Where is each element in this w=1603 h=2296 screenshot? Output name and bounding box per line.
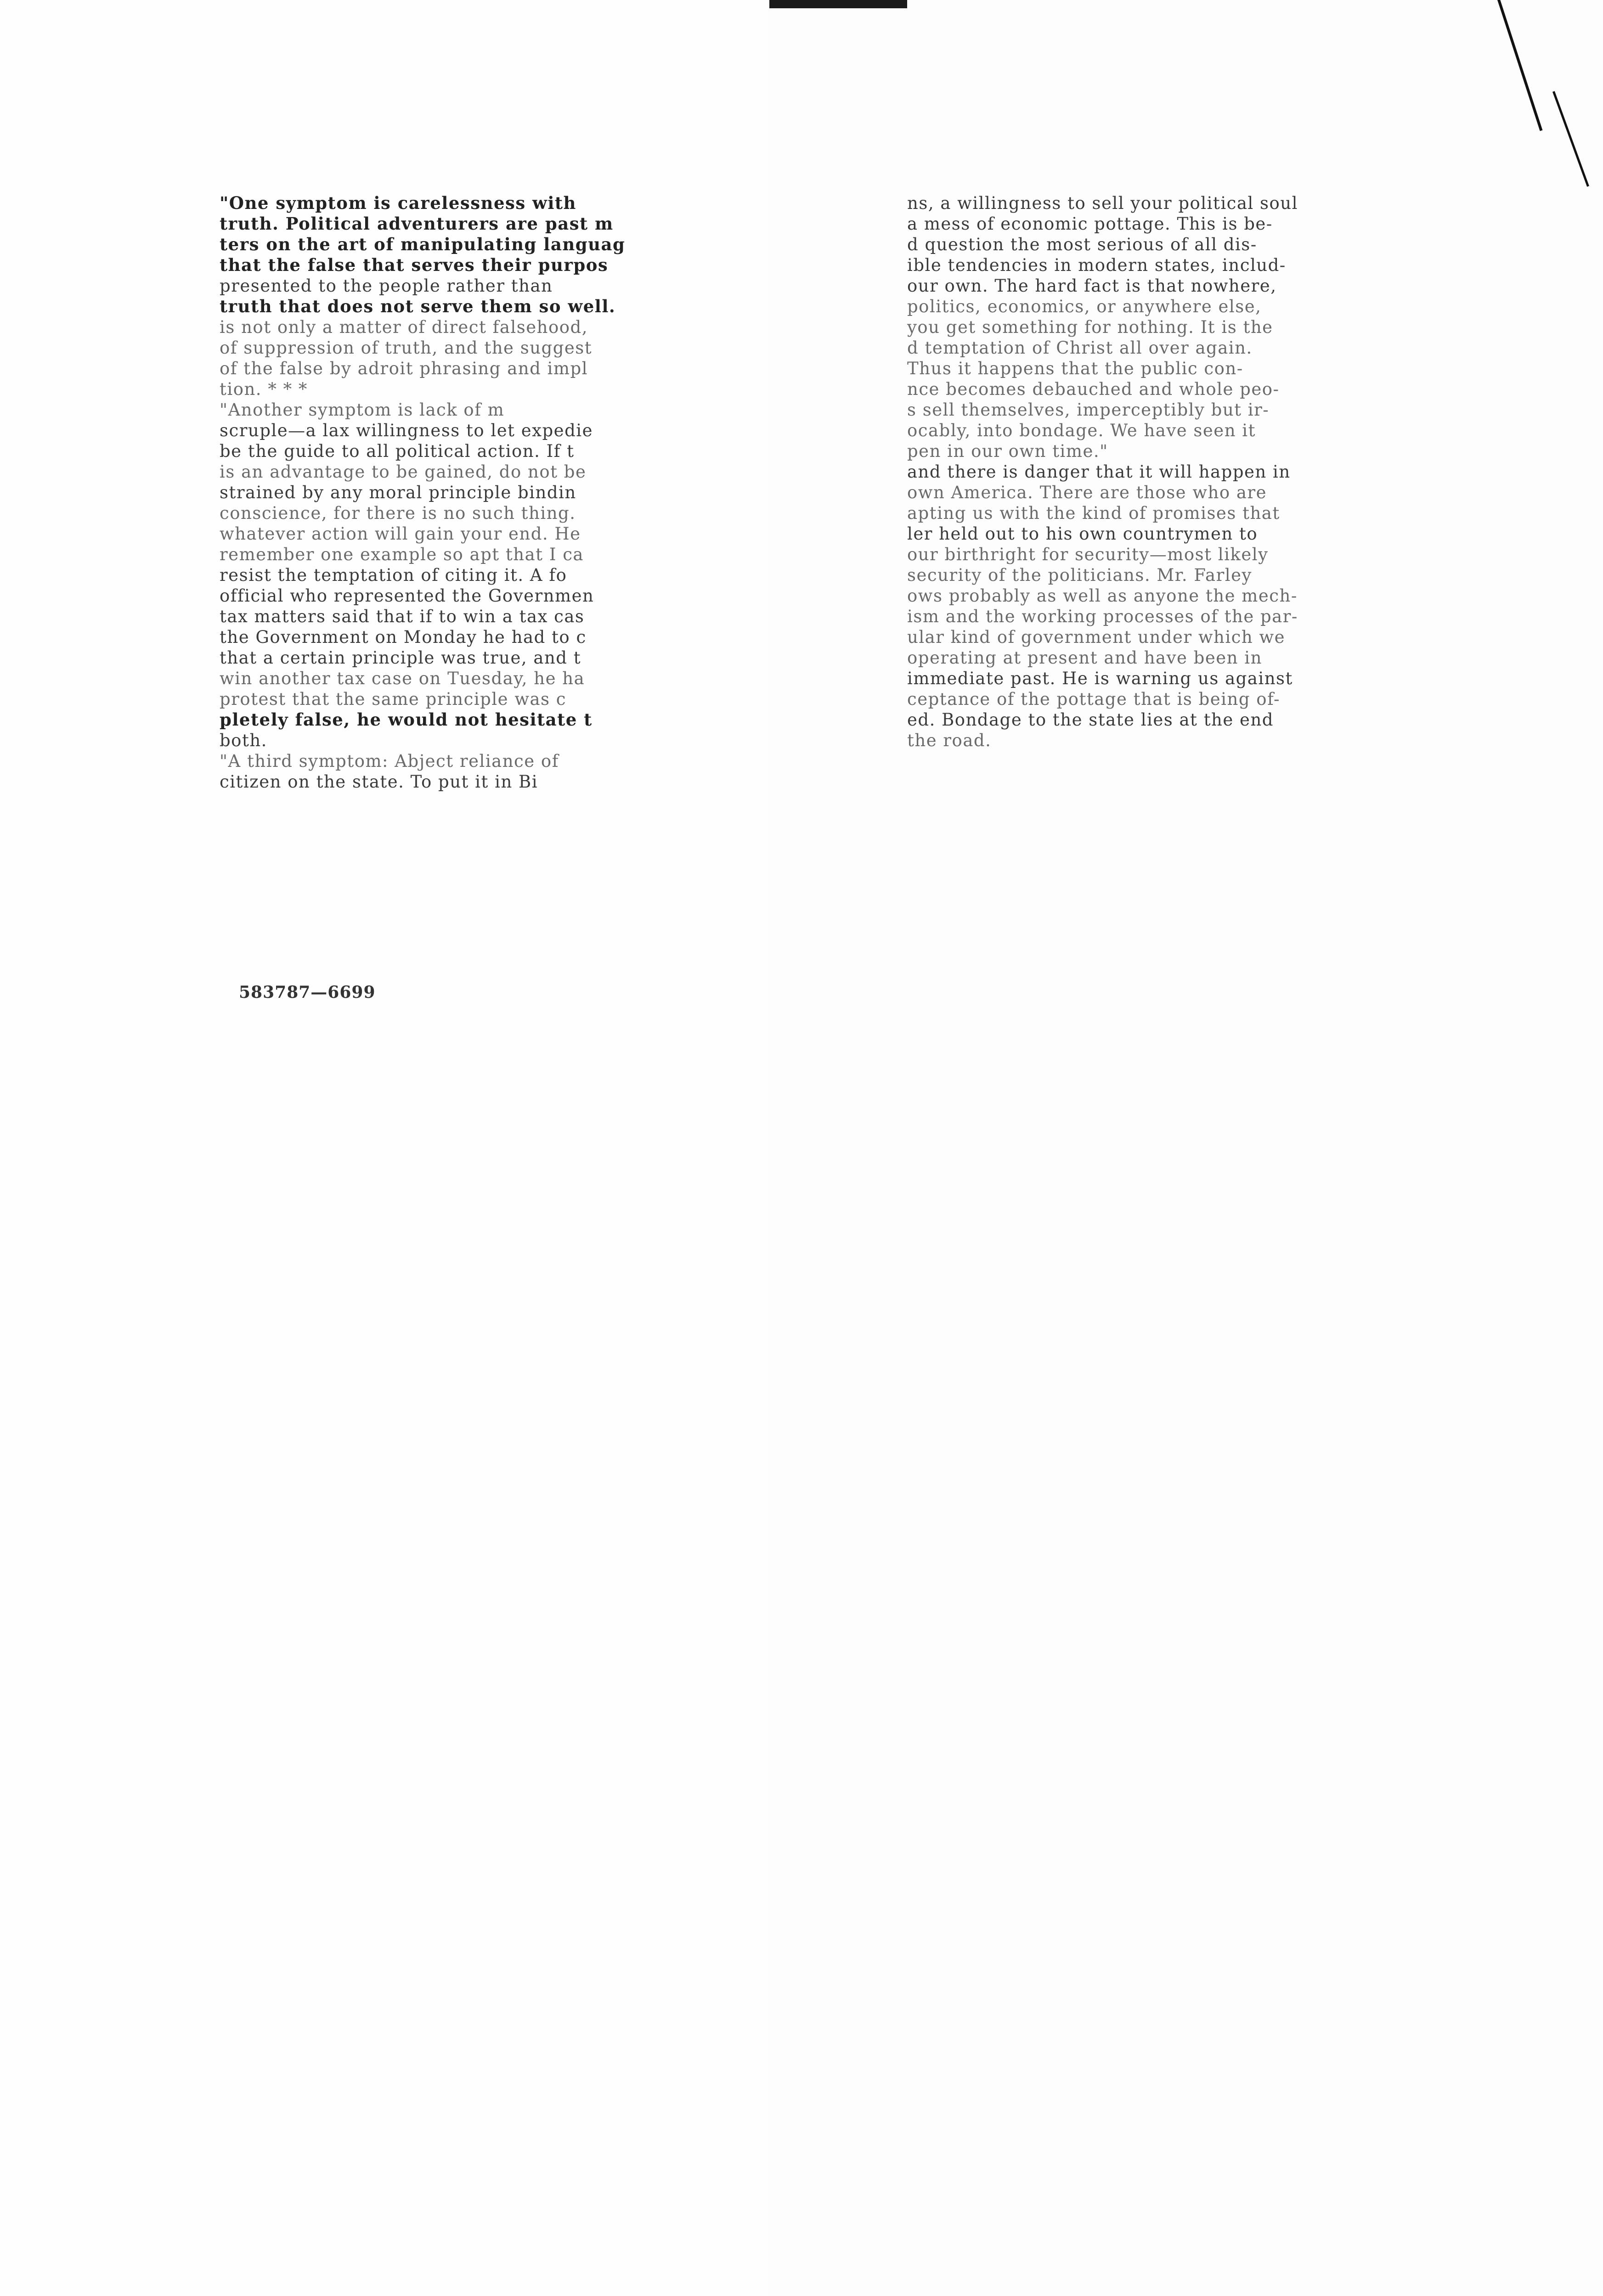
text-line: conscience, for there is no such thing.: [220, 503, 576, 523]
text-line: whatever action will gain your end. He: [220, 524, 581, 544]
text-line: ters on the art of manipulating languag: [220, 234, 626, 254]
text-line: ible tendencies in modern states, includ-: [907, 255, 1286, 275]
text-line: apting us with the kind of promises that: [907, 503, 1280, 523]
left-text-column: [220, 193, 755, 792]
text-line: resist the temptation of citing it. A fo: [220, 565, 567, 585]
page-gutter: [769, 0, 907, 2296]
text-line: that the false that serves their purpos: [220, 255, 609, 275]
text-line: immediate past. He is warning us against: [907, 669, 1293, 688]
text-line: pen in our own time.": [907, 441, 1108, 461]
text-line: truth. Political adventurers are past m: [220, 214, 614, 234]
text-line: s sell themselves, imperceptibly but ir-: [907, 400, 1270, 420]
text-line: ows probably as well as anyone the mech-: [907, 586, 1298, 606]
text-line: citizen on the state. To put it in Bi: [220, 772, 538, 792]
text-line: that a certain principle was true, and t: [220, 648, 581, 668]
text-line: both.: [220, 731, 267, 750]
text-line: ism and the working processes of the par-: [907, 607, 1298, 626]
text-line: the Government on Monday he had to c: [220, 627, 587, 647]
page-footer-code: 583787—6699: [239, 983, 376, 1002]
text-line: ler held out to his own countrymen to: [907, 524, 1258, 544]
text-line: a mess of economic pottage. This is be-: [907, 214, 1273, 234]
text-line: nce becomes debauched and whole peo-: [907, 379, 1280, 399]
text-line: protest that the same principle was c: [220, 689, 567, 709]
text-line: of the false by adroit phrasing and impl: [220, 359, 588, 378]
text-line: ns, a willingness to sell your political soul: [907, 193, 1298, 213]
text-line: our birthright for security—most likely: [907, 545, 1269, 564]
text-line: is an advantage to be gained, do not be: [220, 462, 587, 482]
text-line: ceptance of the pottage that is being of-: [907, 689, 1280, 709]
text-line: is not only a matter of direct falsehood,: [220, 317, 588, 337]
text-line: d temptation of Christ all over again.: [907, 338, 1253, 358]
gutter-shadow: [769, 0, 907, 8]
text-line: operating at present and have been in: [907, 648, 1262, 668]
text-line: be the guide to all political action. If t: [220, 441, 575, 461]
text-line: d question the most serious of all dis-: [907, 235, 1257, 254]
text-line: ular kind of government under which we: [907, 627, 1286, 647]
text-line: of suppression of truth, and the suggest: [220, 338, 593, 358]
text-line: pletely false, he would not hesitate t: [220, 709, 593, 730]
text-line: "A third symptom: Abject reliance of: [220, 751, 559, 771]
text-line: ed. Bondage to the state lies at the end: [907, 710, 1274, 730]
text-line: Thus it happens that the public con-: [907, 359, 1243, 378]
text-line: "Another symptom is lack of m: [220, 400, 505, 420]
text-line: tax matters said that if to win a tax cas: [220, 607, 585, 626]
text-line: strained by any moral principle bindin: [220, 483, 576, 502]
text-line: tion. * * *: [220, 379, 308, 399]
text-line: truth that does not serve them so well.: [220, 296, 616, 316]
text-line: own America. There are those who are: [907, 483, 1267, 502]
right-text-column: [907, 193, 1479, 751]
text-line: win another tax case on Tuesday, he ha: [220, 669, 585, 688]
text-line: and there is danger that it will happen in: [907, 462, 1291, 482]
text-line: ocably, into bondage. We have seen it: [907, 421, 1256, 440]
text-line: the road.: [907, 731, 992, 750]
text-line: official who represented the Governmen: [220, 586, 594, 606]
text-line: our own. The hard fact is that nowhere,: [907, 276, 1277, 296]
text-line: remember one example so apt that I ca: [220, 545, 584, 564]
text-line: scruple—a lax willingness to let expedie: [220, 421, 593, 440]
text-line: politics, economics, or anywhere else,: [907, 297, 1262, 316]
text-line: security of the politicians. Mr. Farley: [907, 565, 1252, 585]
text-line: you get something for nothing. It is the: [907, 317, 1273, 337]
text-line: "One symptom is carelessness with: [220, 193, 576, 213]
text-line: presented to the people rather than: [220, 276, 553, 296]
